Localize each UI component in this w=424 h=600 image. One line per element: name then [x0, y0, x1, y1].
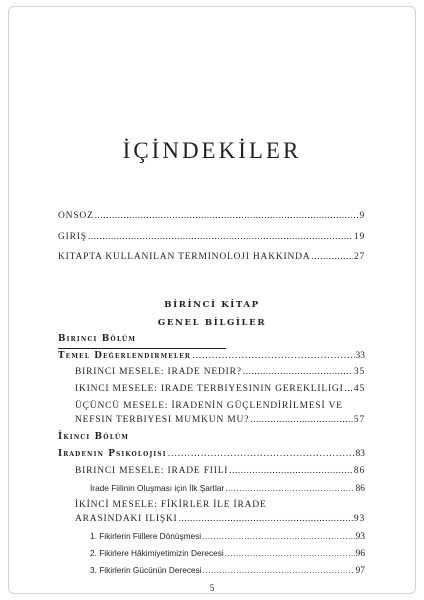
entry-label: ARASINDAKİ İLİŞKİ [75, 514, 178, 524]
entry-page: 83 [355, 449, 365, 459]
entry-label: 2. Fikirlere Hâkimiyetimizin Derecesi [90, 548, 224, 558]
leader-dots [88, 232, 353, 242]
part-heading: BİRİNCİ KİTAP [164, 300, 260, 310]
part-subheading: GENEL BİLGİLER [157, 318, 267, 328]
chapter1-rule [58, 348, 226, 349]
chapter2-heading: İkinci Bölüm [58, 432, 130, 442]
entry-page: 33 [355, 351, 365, 361]
toc-entry-onsoz[interactable] [58, 211, 365, 221]
entry-label: NEFSİN TERBİYESİ MÜMKÜN MÜ? [75, 415, 250, 425]
leader-dots [192, 351, 355, 361]
entry-page: 27 [353, 252, 365, 262]
entry-label: İrade Fiilinin Oluşması için İlk Şartlar [90, 483, 225, 493]
toc-entry-irade-terbiyesi[interactable] [75, 384, 365, 394]
toc-entry-hakimiyet[interactable] [90, 548, 365, 559]
leader-dots [179, 514, 353, 524]
entry-page: 93 [355, 532, 365, 542]
entry-label: İKİNCİ MESELE: İRADE TERBİYESİNİN GEREKLİLİĞİ [75, 384, 344, 394]
entry-label: BİRİNCİ MESELE: İRADE NEDİR? [75, 367, 242, 377]
toc-entry-ucuncu[interactable] [75, 415, 365, 425]
chapter1-title-entry[interactable] [58, 351, 365, 361]
leader-dots [229, 466, 353, 476]
leader-dots [225, 548, 355, 558]
entry-page: 86 [355, 484, 365, 494]
leader-dots [95, 211, 359, 221]
entry-label: ÖNSÖZ [58, 211, 94, 221]
entry-page: 97 [355, 566, 365, 576]
toc-title: İÇİNDEKİLER [122, 138, 302, 163]
chapter1-heading: Birinci Bölüm [58, 334, 137, 344]
toc-entry-terminoloji[interactable] [58, 252, 365, 262]
leader-dots [243, 367, 353, 377]
leader-dots [225, 483, 354, 493]
page-number: 5 [209, 583, 215, 593]
toc-entry-giris[interactable] [58, 232, 365, 242]
entry-page: 19 [353, 232, 365, 242]
leader-dots [311, 252, 352, 262]
chapter2-title-entry[interactable] [58, 449, 365, 459]
entry-page: 96 [355, 549, 365, 559]
entry-label: 3. Fikirlerin Gücünün Derecesi [90, 565, 202, 575]
entry-page: 35 [353, 367, 365, 377]
entry-page: 86 [353, 466, 365, 476]
leader-dots [345, 384, 353, 394]
entry-page: 57 [353, 415, 365, 425]
leader-dots [203, 565, 355, 575]
leader-dots [168, 449, 355, 459]
toc-entry-fikirler-line1[interactable]: İKİNCİ MESELE: FİKİRLER İLE İRADE [75, 500, 267, 510]
chapter2-title: İradenin Psikolojisi [58, 449, 167, 459]
toc-entry-gucun-derecesi[interactable] [90, 565, 365, 576]
toc-entry-ucuncu-line1[interactable]: ÜÇÜNCÜ MESELE: İRADENİN GÜÇLENDİRİLMESİ VE [75, 401, 343, 411]
entry-page: 45 [353, 384, 365, 394]
toc-entry-fikirler[interactable] [75, 514, 365, 524]
toc-entry-fiillere-donusme[interactable] [90, 531, 365, 542]
entry-page: 93 [353, 514, 365, 524]
toc-entry-irade-fiili[interactable] [75, 466, 365, 476]
toc-entry-ilk-sartlar[interactable] [90, 483, 365, 494]
entry-label: KİTAPTA KULLANILAN TERMİNOLOJİ HAKKINDA [58, 252, 311, 262]
entry-label: GİRİŞ [58, 232, 87, 242]
toc-entry-irade-nedir[interactable] [75, 367, 365, 377]
entry-label: BİRİNCİ MESELE: İRADE FİİLİ [75, 466, 229, 476]
entry-page: 9 [359, 211, 365, 221]
leader-dots [250, 415, 353, 425]
chapter1-title: Temel Değerlendirmeler [58, 351, 191, 361]
entry-label: 1. Fikirlerin Fiillere Dönüşmesi [90, 531, 202, 541]
leader-dots [202, 531, 354, 541]
